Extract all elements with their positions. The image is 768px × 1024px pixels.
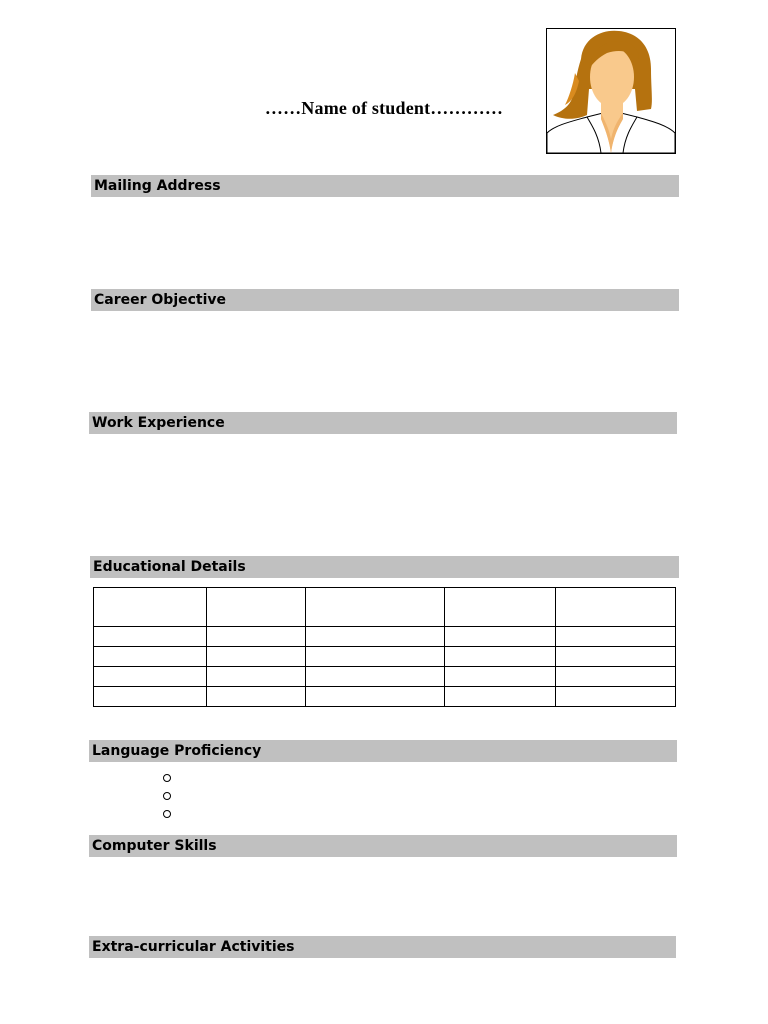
- table-cell[interactable]: [556, 647, 676, 667]
- table-cell[interactable]: [207, 627, 306, 647]
- table-cell[interactable]: [207, 647, 306, 667]
- section-work-experience: Work Experience: [89, 412, 677, 434]
- student-photo: [546, 28, 676, 154]
- education-table-header-row: [94, 588, 676, 627]
- table-cell[interactable]: [556, 687, 676, 707]
- table-cell[interactable]: [306, 667, 445, 687]
- student-name-heading: ……Name of student…………: [264, 98, 504, 118]
- section-computer-skills: Computer Skills: [89, 835, 677, 857]
- bullet-circle-icon: [163, 792, 171, 800]
- table-cell[interactable]: [306, 588, 445, 627]
- table-cell[interactable]: [94, 687, 207, 707]
- bullet-circle-icon: [163, 810, 171, 818]
- table-cell[interactable]: [306, 627, 445, 647]
- table-cell[interactable]: [207, 687, 306, 707]
- table-cell[interactable]: [94, 588, 207, 627]
- table-row: [94, 647, 676, 667]
- table-cell[interactable]: [94, 667, 207, 687]
- table-cell[interactable]: [556, 588, 676, 627]
- section-mailing-address: Mailing Address: [91, 175, 679, 197]
- section-extra-curricular-activities: Extra-curricular Activities: [89, 936, 676, 958]
- table-cell[interactable]: [94, 647, 207, 667]
- table-cell[interactable]: [556, 627, 676, 647]
- section-educational-details: Educational Details: [90, 556, 679, 578]
- table-cell[interactable]: [94, 627, 207, 647]
- table-cell[interactable]: [207, 588, 306, 627]
- table-row: [94, 627, 676, 647]
- table-cell[interactable]: [445, 687, 556, 707]
- table-cell[interactable]: [306, 687, 445, 707]
- table-cell[interactable]: [445, 627, 556, 647]
- table-cell[interactable]: [306, 647, 445, 667]
- table-cell[interactable]: [445, 647, 556, 667]
- education-table: [93, 587, 676, 707]
- section-career-objective: Career Objective: [91, 289, 679, 311]
- table-row: [94, 687, 676, 707]
- bullet-circle-icon: [163, 774, 171, 782]
- table-cell[interactable]: [207, 667, 306, 687]
- section-language-proficiency: Language Proficiency: [89, 740, 677, 762]
- table-cell[interactable]: [445, 667, 556, 687]
- student-avatar-icon: [547, 29, 675, 153]
- table-row: [94, 667, 676, 687]
- table-cell[interactable]: [556, 667, 676, 687]
- table-cell[interactable]: [445, 588, 556, 627]
